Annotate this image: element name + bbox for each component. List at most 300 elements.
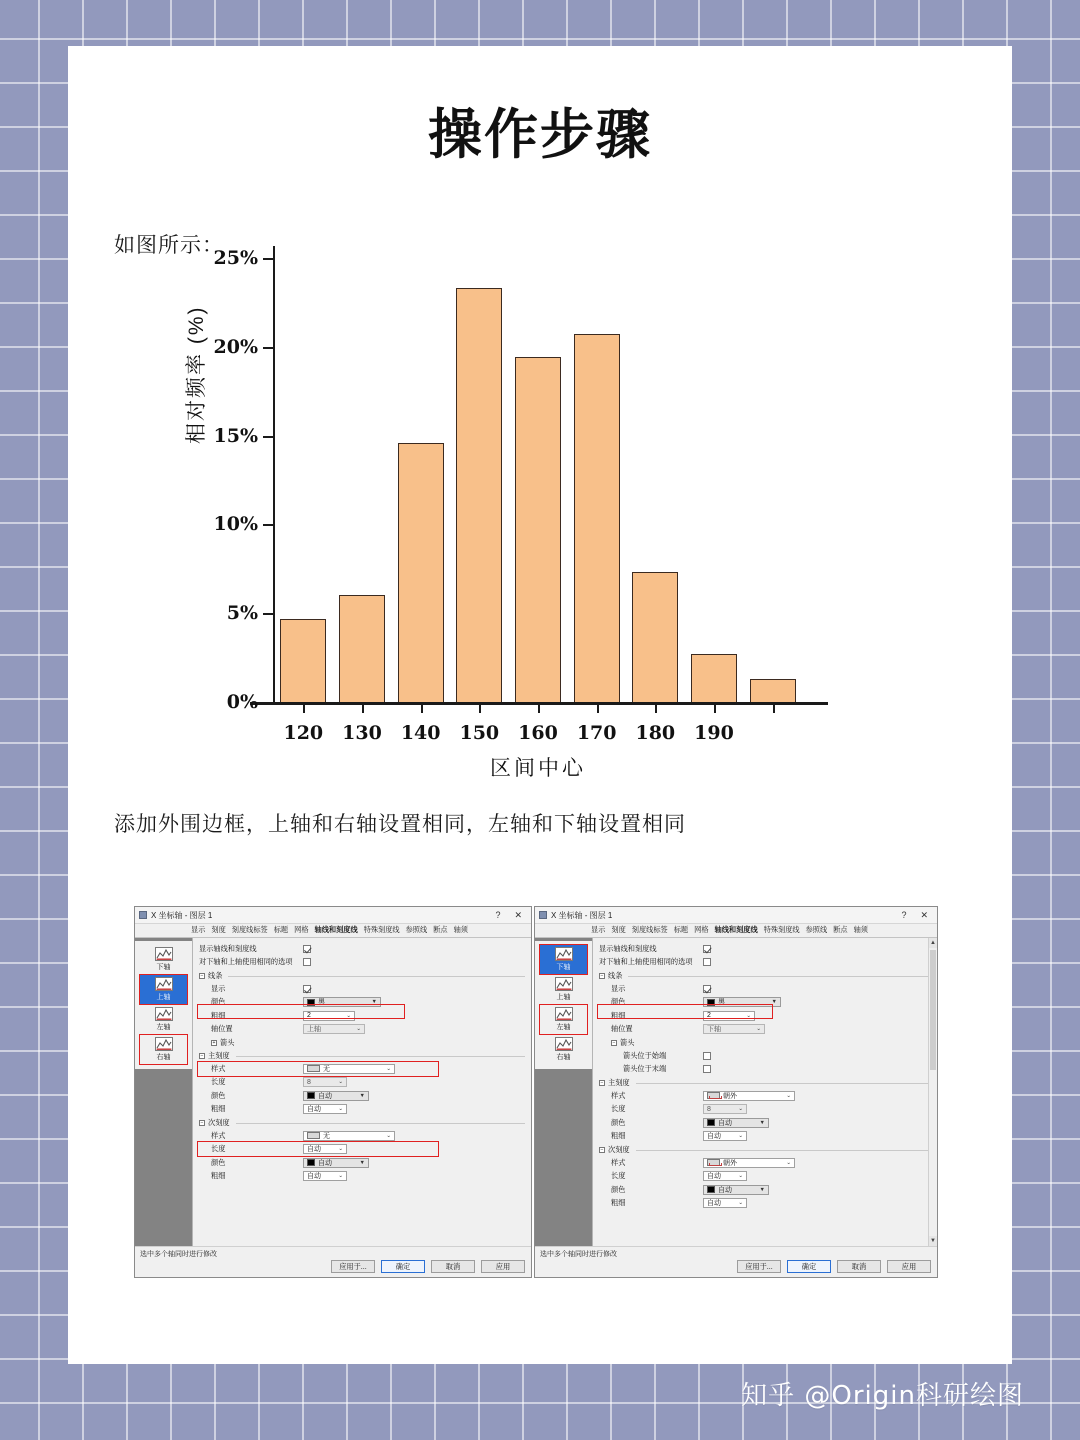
histogram-chart xyxy=(185,244,888,780)
combo-line-width-value: 2 xyxy=(707,1012,711,1020)
collapse-icon-arrow[interactable]: − xyxy=(612,1040,616,1046)
expand-icon-arrow[interactable]: + xyxy=(212,1040,216,1046)
checkbox-show-axis-ticks[interactable] xyxy=(703,945,711,953)
row-line-show[interactable] xyxy=(599,982,931,996)
chart-y-tick xyxy=(263,613,274,615)
combo-minor-width[interactable] xyxy=(303,1171,347,1181)
axis-list-item-上轴[interactable] xyxy=(140,975,187,1004)
combo-minor-length-value: 自动 xyxy=(307,1146,321,1154)
label-show-axis-ticks: 显示轴线和刻度线 xyxy=(599,943,657,953)
tab-0[interactable]: 显示 xyxy=(191,925,206,934)
tab-1[interactable]: 刻度 xyxy=(611,925,626,934)
combo-minor-width[interactable] xyxy=(703,1198,747,1208)
label-axis-position: 轴位置 xyxy=(611,1024,633,1034)
chart-x-tick xyxy=(538,702,540,713)
collapse-icon-minor[interactable]: − xyxy=(200,1120,204,1126)
app-icon xyxy=(139,911,147,919)
checkbox-line-show[interactable] xyxy=(303,985,311,993)
dialog-left-status: 选中多个轴同时进行修改 xyxy=(140,1251,217,1258)
row-show-axis-ticks[interactable] xyxy=(599,942,931,956)
tab-4[interactable]: 网格 xyxy=(294,925,309,934)
chart-x-tick xyxy=(303,702,305,713)
label-arrow-begin: 箭头位于始端 xyxy=(623,1050,667,1060)
tab-7[interactable]: 参照线 xyxy=(805,925,828,934)
combo-line-width[interactable] xyxy=(303,1011,355,1021)
combo-minor-color-value: 自动 xyxy=(318,1159,332,1167)
chart-bar xyxy=(632,572,678,702)
axis-dialog-left[interactable] xyxy=(134,906,532,1278)
tab-3[interactable]: 标题 xyxy=(273,925,289,934)
combo-minor-color[interactable] xyxy=(303,1158,369,1168)
label-minor-length: 长度 xyxy=(211,1144,226,1154)
chevron-down-icon: ⌄ xyxy=(386,1065,391,1072)
section-major-ticks[interactable] xyxy=(199,1050,525,1062)
combo-minor-length-value: 自动 xyxy=(707,1173,721,1181)
label-line-show: 显示 xyxy=(611,983,626,993)
combo-major-color-value: 自动 xyxy=(718,1119,732,1127)
row-same-options[interactable] xyxy=(599,956,931,970)
axis-list-item-label: 左轴 xyxy=(156,1024,171,1031)
label-minor-width: 粗细 xyxy=(211,1171,226,1181)
combo-major-style-value: 朝外 xyxy=(723,1092,737,1100)
label-major-style: 样式 xyxy=(611,1090,626,1100)
combo-axis-position[interactable] xyxy=(303,1024,365,1034)
cancel-button[interactable]: 取消 xyxy=(431,1260,475,1273)
combo-major-length[interactable] xyxy=(303,1077,347,1087)
combo-major-style-value: 无 xyxy=(323,1065,330,1073)
dialog-right-settings-panel[interactable] xyxy=(593,938,937,1246)
chart-bar xyxy=(398,443,444,702)
chart-bar-slot xyxy=(450,258,509,702)
combo-line-color-value: 黑 xyxy=(718,999,725,1007)
chart-bar xyxy=(574,334,620,702)
section-major-label: 主刻度 xyxy=(208,1051,230,1060)
tick-style-preview-icon xyxy=(307,1132,320,1139)
axis-list-item-label: 左轴 xyxy=(556,1024,571,1031)
chart-x-tick xyxy=(362,702,364,713)
combo-major-width-value: 自动 xyxy=(707,1133,721,1141)
color-swatch-black xyxy=(307,999,315,1006)
combo-major-length-value: 8 xyxy=(307,1078,311,1086)
row-line-color[interactable] xyxy=(199,996,525,1010)
checkbox-show-axis-ticks[interactable] xyxy=(303,945,311,953)
row-minor-style[interactable] xyxy=(199,1129,525,1143)
label-minor-color: 颜色 xyxy=(611,1184,626,1194)
label-minor-color: 颜色 xyxy=(211,1157,226,1167)
combo-major-style[interactable] xyxy=(303,1064,395,1074)
label-minor-style: 样式 xyxy=(211,1130,226,1140)
scrollbar-thumb[interactable] xyxy=(930,950,936,1070)
chevron-down-icon: ⌄ xyxy=(338,1106,343,1113)
color-swatch-black xyxy=(307,1092,315,1099)
combo-minor-style-value: 朝外 xyxy=(723,1159,737,1167)
apply-button[interactable]: 应用 xyxy=(887,1260,931,1273)
combo-major-color[interactable] xyxy=(703,1118,769,1128)
color-swatch-black xyxy=(707,999,715,1006)
chart-y-tick xyxy=(263,702,274,704)
row-line-width[interactable] xyxy=(199,1009,525,1023)
combo-minor-width-value: 自动 xyxy=(307,1173,321,1181)
row-show-axis-ticks[interactable] xyxy=(199,942,525,956)
axis-list-item-右轴[interactable] xyxy=(540,1035,587,1064)
dialog-left-footer xyxy=(135,1246,531,1277)
row-line-width[interactable] xyxy=(599,1009,931,1023)
combo-major-style[interactable] xyxy=(703,1091,795,1101)
row-major-width[interactable] xyxy=(599,1130,931,1144)
chart-bar xyxy=(515,357,561,702)
combo-minor-length[interactable] xyxy=(703,1171,747,1181)
ok-button[interactable]: 确定 xyxy=(787,1260,831,1273)
tab-6[interactable]: 特殊刻度线 xyxy=(763,925,800,934)
row-same-options[interactable] xyxy=(199,956,525,970)
combo-axis-position-value: 下轴 xyxy=(707,1026,721,1034)
tab-3[interactable]: 标题 xyxy=(673,925,689,934)
tab-5[interactable]: 轴线和刻度线 xyxy=(314,925,358,934)
axis-list-item-label: 上轴 xyxy=(156,994,171,1001)
dialog-left-tabbar[interactable] xyxy=(135,924,531,938)
combo-minor-length[interactable] xyxy=(303,1144,347,1154)
row-major-length[interactable] xyxy=(199,1076,525,1090)
chart-bar xyxy=(691,654,737,702)
chevron-down-icon: ⌄ xyxy=(738,1106,743,1113)
axis-list-item-左轴[interactable] xyxy=(540,1005,587,1034)
section-minor-ticks[interactable] xyxy=(599,1144,931,1156)
chevron-down-icon: ▼ xyxy=(359,1092,365,1099)
combo-axis-position-value: 上轴 xyxy=(307,1026,321,1034)
combo-line-width[interactable] xyxy=(703,1011,755,1021)
label-minor-width: 粗细 xyxy=(611,1198,626,1208)
combo-minor-width-value: 自动 xyxy=(707,1200,721,1208)
checkbox-same-options[interactable] xyxy=(303,958,311,966)
dialog-right-axis-list[interactable] xyxy=(535,938,593,1246)
axis-dialog-right[interactable] xyxy=(534,906,938,1278)
divider xyxy=(636,1083,931,1084)
label-arrow-end: 箭头位于末端 xyxy=(623,1064,667,1074)
collapse-icon-major[interactable]: − xyxy=(200,1053,204,1059)
chart-y-tick-label: 10% xyxy=(213,513,258,536)
axis-preview-icon xyxy=(555,1007,573,1021)
axis-list-item-下轴[interactable] xyxy=(540,945,587,974)
tab-2[interactable]: 刻度线标签 xyxy=(231,925,268,934)
chart-x-tick xyxy=(421,702,423,713)
row-minor-color[interactable] xyxy=(199,1156,525,1170)
row-line-color[interactable] xyxy=(599,996,931,1010)
close-icon[interactable]: ✕ xyxy=(514,909,522,920)
label-line-show: 显示 xyxy=(211,983,226,993)
chart-x-axis-title: 区间中心 xyxy=(490,757,586,780)
collapse-icon-major[interactable]: − xyxy=(600,1080,604,1086)
chart-x-tick xyxy=(773,702,775,713)
chevron-down-icon: ⌄ xyxy=(756,1026,761,1033)
chevron-down-icon: ⌄ xyxy=(738,1200,743,1207)
row-arrow-end[interactable] xyxy=(599,1063,931,1077)
label-major-width: 粗细 xyxy=(611,1131,626,1141)
combo-major-length-value: 8 xyxy=(707,1105,711,1113)
chart-y-tick xyxy=(263,436,274,438)
chart-bar xyxy=(456,288,502,702)
tab-0[interactable]: 显示 xyxy=(591,925,606,934)
collapse-icon-line[interactable]: − xyxy=(200,973,204,979)
checkbox-line-show[interactable] xyxy=(703,985,711,993)
color-swatch-black xyxy=(707,1119,715,1126)
cancel-button[interactable]: 取消 xyxy=(837,1260,881,1273)
combo-minor-color[interactable] xyxy=(703,1185,769,1195)
row-minor-width[interactable] xyxy=(199,1170,525,1184)
chart-x-tick-label: 190 xyxy=(694,722,734,744)
chevron-down-icon: ⌄ xyxy=(346,1012,351,1019)
axis-preview-icon xyxy=(555,977,573,991)
dialog-right-status: 选中多个轴同时进行修改 xyxy=(540,1251,617,1258)
label-major-color: 颜色 xyxy=(211,1090,226,1100)
apply-to-button[interactable]: 应用于... xyxy=(737,1260,781,1273)
label-minor-style: 样式 xyxy=(611,1157,626,1167)
chevron-down-icon: ▼ xyxy=(759,1119,765,1126)
axis-list-item-label: 右轴 xyxy=(156,1054,171,1061)
chart-y-tick-label: 5% xyxy=(226,602,258,625)
combo-major-length[interactable] xyxy=(703,1104,747,1114)
section-line[interactable] xyxy=(199,970,525,982)
tab-8[interactable]: 断点 xyxy=(833,925,848,934)
row-line-show[interactable] xyxy=(199,982,525,996)
row-major-color[interactable] xyxy=(599,1116,931,1130)
axis-preview-icon xyxy=(555,1037,573,1051)
label-major-width: 粗细 xyxy=(211,1104,226,1114)
chart-bar-slot xyxy=(274,258,333,702)
section-line-label: 线条 xyxy=(608,971,623,980)
checkbox-arrow-end[interactable] xyxy=(703,1065,711,1073)
row-axis-position[interactable] xyxy=(599,1023,931,1037)
tab-9[interactable]: 轴须 xyxy=(853,925,868,934)
dialog-right-footer xyxy=(535,1246,937,1277)
combo-line-width-value: 2 xyxy=(307,1012,311,1020)
row-axis-position[interactable] xyxy=(199,1023,525,1037)
color-swatch-black xyxy=(707,1186,715,1193)
apply-button[interactable]: 应用 xyxy=(481,1260,525,1273)
combo-major-color-value: 自动 xyxy=(318,1092,332,1100)
label-show-axis-ticks: 显示轴线和刻度线 xyxy=(199,943,257,953)
dialog-left-titlebar xyxy=(135,907,531,924)
row-major-color[interactable] xyxy=(199,1089,525,1103)
axis-preview-icon xyxy=(155,947,173,961)
app-icon xyxy=(539,911,547,919)
divider xyxy=(228,976,525,977)
divider xyxy=(236,1123,525,1124)
combo-minor-color-value: 自动 xyxy=(718,1186,732,1194)
content-card xyxy=(68,46,1012,1364)
chevron-down-icon: ▼ xyxy=(759,1186,765,1193)
chart-y-tick xyxy=(263,524,274,526)
tick-style-preview-icon xyxy=(707,1159,720,1166)
row-major-style[interactable] xyxy=(599,1089,931,1103)
row-minor-style[interactable] xyxy=(599,1156,931,1170)
combo-major-width[interactable] xyxy=(303,1104,347,1114)
label-same-options: 对下轴和上轴使用相同的选项 xyxy=(199,957,293,967)
section-arrow[interactable] xyxy=(599,1037,931,1049)
combo-major-color[interactable] xyxy=(303,1091,369,1101)
chevron-down-icon: ⌄ xyxy=(386,1132,391,1139)
chart-x-tick xyxy=(714,702,716,713)
chevron-down-icon: ⌄ xyxy=(338,1146,343,1153)
collapse-icon-line[interactable]: − xyxy=(600,973,604,979)
chevron-down-icon: ⌄ xyxy=(786,1092,791,1099)
chart-x-tick xyxy=(479,702,481,713)
label-axis-position: 轴位置 xyxy=(211,1024,233,1034)
row-arrow-begin[interactable] xyxy=(599,1049,931,1063)
color-swatch-black xyxy=(307,1159,315,1166)
tab-2[interactable]: 刻度线标签 xyxy=(631,925,668,934)
label-minor-length: 长度 xyxy=(611,1171,626,1181)
row-minor-length[interactable] xyxy=(599,1170,931,1184)
section-arrow-label: 箭头 xyxy=(620,1038,635,1047)
checkbox-arrow-begin[interactable] xyxy=(703,1052,711,1060)
settings-scrollbar[interactable] xyxy=(928,938,937,1246)
chevron-down-icon: ▼ xyxy=(359,1159,365,1166)
row-major-style[interactable] xyxy=(199,1062,525,1076)
row-major-length[interactable] xyxy=(599,1103,931,1117)
axis-preview-icon xyxy=(155,1007,173,1021)
apply-to-button[interactable]: 应用于... xyxy=(331,1260,375,1273)
collapse-icon-minor[interactable]: − xyxy=(600,1147,604,1153)
tick-style-preview-icon xyxy=(707,1092,720,1099)
chart-y-tick xyxy=(263,258,274,260)
help-icon[interactable]: ? xyxy=(495,910,501,920)
section-line-label: 线条 xyxy=(208,971,223,980)
divider xyxy=(636,1150,931,1151)
chart-bar-slot xyxy=(743,258,802,702)
section-arrow[interactable] xyxy=(199,1037,525,1049)
section-arrow-label: 箭头 xyxy=(220,1038,235,1047)
section-minor-label: 次刻度 xyxy=(208,1118,230,1127)
chart-x-tick-label: 170 xyxy=(576,722,617,744)
divider xyxy=(628,976,931,977)
chevron-down-icon: ▼ xyxy=(371,999,377,1006)
section-minor-ticks[interactable] xyxy=(199,1117,525,1129)
intro-text: 如图所示： xyxy=(114,234,224,257)
tick-style-preview-icon xyxy=(307,1065,320,1072)
chart-y-tick-label: 25% xyxy=(213,247,258,269)
chart-x-tick-label: 150 xyxy=(459,722,500,744)
dialog-left-settings-panel[interactable] xyxy=(193,938,531,1246)
axis-preview-icon xyxy=(155,977,173,991)
tab-9[interactable]: 轴须 xyxy=(453,925,468,934)
combo-line-color[interactable] xyxy=(303,997,381,1007)
section-line[interactable] xyxy=(599,970,931,982)
note-text: 添加外围边框，上轴和右轴设置相同，左轴和下轴设置相同 xyxy=(114,813,686,836)
section-major-label: 主刻度 xyxy=(608,1078,630,1087)
chevron-down-icon: ⌄ xyxy=(746,1012,751,1019)
axis-list-item-下轴[interactable] xyxy=(140,945,187,974)
combo-major-width[interactable] xyxy=(703,1131,747,1141)
chart-x-tick-label: 120 xyxy=(283,722,324,744)
chart-bar-slot xyxy=(626,258,685,702)
label-major-style: 样式 xyxy=(211,1063,226,1073)
axis-list-item-右轴[interactable] xyxy=(140,1035,187,1064)
label-major-length: 长度 xyxy=(611,1104,626,1114)
label-line-color: 颜色 xyxy=(611,997,626,1007)
ok-button[interactable]: 确定 xyxy=(381,1260,425,1273)
chart-bar xyxy=(280,619,326,702)
tab-1[interactable]: 刻度 xyxy=(211,925,226,934)
row-minor-width[interactable] xyxy=(599,1197,931,1211)
page-title: 操作步骤 xyxy=(428,103,652,166)
chart-x-tick-label: 160 xyxy=(518,722,558,744)
combo-line-color-value: 黑 xyxy=(318,999,325,1007)
section-major-ticks[interactable] xyxy=(599,1077,931,1089)
chevron-down-icon: ⌄ xyxy=(738,1173,743,1180)
axis-list-item-label: 下轴 xyxy=(156,964,171,971)
help-icon[interactable]: ? xyxy=(901,910,907,920)
axis-list-item-上轴[interactable] xyxy=(540,975,587,1004)
label-major-length: 长度 xyxy=(211,1077,226,1087)
chevron-down-icon: ⌄ xyxy=(356,1026,361,1033)
chevron-down-icon: ⌄ xyxy=(338,1173,343,1180)
chart-x-tick-label: 140 xyxy=(400,722,441,744)
chart-y-tick-label: 15% xyxy=(213,424,258,447)
tab-8[interactable]: 断点 xyxy=(433,925,448,934)
chart-x-tick-label: 180 xyxy=(635,722,676,744)
dialog-right-title: X 坐标轴 - 图层 1 xyxy=(551,910,613,920)
chevron-down-icon: ▼ xyxy=(771,999,777,1006)
combo-major-width-value: 自动 xyxy=(307,1106,321,1114)
close-icon[interactable]: ✕ xyxy=(920,909,928,920)
watermark: 知乎 @Origin科研绘图 xyxy=(741,1381,1024,1411)
tab-6[interactable]: 特殊刻度线 xyxy=(363,925,400,934)
tab-5[interactable]: 轴线和刻度线 xyxy=(714,925,758,934)
chart-bar-slot xyxy=(333,258,392,702)
section-minor-label: 次刻度 xyxy=(608,1145,630,1154)
chart-x-tick xyxy=(655,702,657,713)
dialog-left-axis-list[interactable] xyxy=(135,938,193,1246)
row-major-width[interactable] xyxy=(199,1103,525,1117)
row-minor-length[interactable] xyxy=(199,1143,525,1157)
chart-plot-area xyxy=(213,247,802,744)
chart-bar-slot xyxy=(685,258,744,702)
dialog-left-title: X 坐标轴 - 图层 1 xyxy=(151,910,213,920)
chart-bar-slot xyxy=(391,258,450,702)
chevron-down-icon: ⌄ xyxy=(738,1133,743,1140)
axis-preview-icon xyxy=(555,947,573,961)
dialog-right-tabbar[interactable] xyxy=(535,924,937,938)
label-major-color: 颜色 xyxy=(611,1117,626,1127)
axis-list-item-左轴[interactable] xyxy=(140,1005,187,1034)
axis-list-item-label: 右轴 xyxy=(556,1054,571,1061)
combo-axis-position[interactable] xyxy=(703,1024,765,1034)
chart-bar-slot xyxy=(509,258,568,702)
chart-y-tick xyxy=(263,347,274,349)
combo-minor-style[interactable] xyxy=(303,1131,395,1141)
tab-4[interactable]: 网格 xyxy=(694,925,709,934)
chart-y-tick-label: 0% xyxy=(226,691,258,713)
combo-minor-style[interactable] xyxy=(703,1158,795,1168)
chart-y-axis-title: 相对频率 (%) xyxy=(185,305,208,444)
tab-7[interactable]: 参照线 xyxy=(405,925,428,934)
label-line-color: 颜色 xyxy=(211,997,226,1007)
chart-x-tick xyxy=(597,702,599,713)
scroll-up-icon[interactable]: ▲ xyxy=(930,940,936,946)
chart-x-tick-label: 130 xyxy=(342,722,382,744)
label-line-width: 粗细 xyxy=(211,1010,226,1020)
label-line-width: 粗细 xyxy=(611,1010,626,1020)
row-minor-color[interactable] xyxy=(599,1183,931,1197)
scroll-down-icon[interactable]: ▼ xyxy=(930,1238,936,1244)
dialog-right-titlebar xyxy=(535,907,937,924)
chart-y-tick-label: 20% xyxy=(213,335,258,358)
checkbox-same-options[interactable] xyxy=(703,958,711,966)
chart-bar-slot xyxy=(567,258,626,702)
combo-line-color[interactable] xyxy=(703,997,781,1007)
chart-bar xyxy=(750,679,796,702)
axis-preview-icon xyxy=(155,1037,173,1051)
